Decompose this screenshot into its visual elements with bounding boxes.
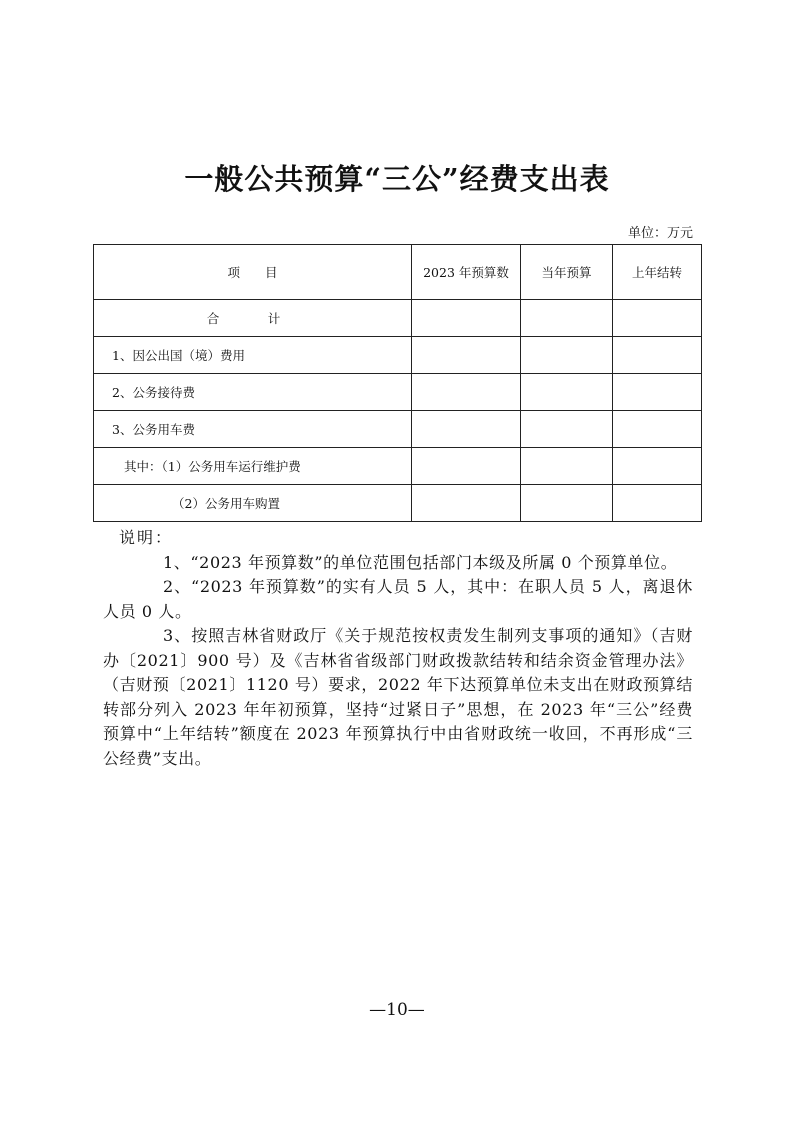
table-header-row: [94, 245, 702, 300]
table-row-total: [94, 300, 702, 337]
header-current-budget: 当年预算: [521, 245, 613, 300]
table-row: [94, 485, 702, 522]
page-number: —10—: [369, 1000, 425, 1020]
cell: [521, 448, 613, 485]
cell: [412, 337, 521, 374]
row-label: 3、公务用车费: [94, 411, 412, 448]
cell: [521, 337, 613, 374]
cell: [412, 374, 521, 411]
cell: [613, 374, 702, 411]
cell: [613, 448, 702, 485]
row-label: （2）公务用车购置: [94, 485, 412, 522]
cell: [521, 374, 613, 411]
row-label: 合 计: [94, 300, 412, 337]
table-row: [94, 448, 702, 485]
cell: [613, 411, 702, 448]
header-2023-budget: 2023 年预算数: [412, 245, 521, 300]
cell: [613, 485, 702, 522]
notes-heading: 说明：: [119, 528, 174, 547]
cell: [613, 337, 702, 374]
note-item-3: 3、按照吉林省财政厅《关于规范按权责发生制列支事项的通知》（吉财办〔2021〕900 号）及《吉林省省级部门财政拨款结转和结余资金管理办法》（吉财预〔2021〕1120 号）要求，2022 年下达预算单位未支出在财政预算结转部分列入 2023 年年初预算，坚持“过紧日子”思想，在 2023 年“三公”经费预算中“上年结转”额度在 2023 年预算执行中由省财政统一收回，不再形成“三公经费”支出。: [103, 626, 693, 768]
row-label: 2、公务接待费: [94, 374, 412, 411]
cell: [412, 300, 521, 337]
row-label: 其中：（1）公务用车运行维护费: [94, 448, 412, 485]
row-label: 1、因公出国（境）费用: [94, 337, 412, 374]
notes-section: [103, 526, 693, 771]
table-row: [94, 337, 702, 374]
cell: [412, 411, 521, 448]
document-title: 一般公共预算“三公”经费支出表: [184, 162, 610, 196]
cell: [521, 300, 613, 337]
header-prior-carryover: 上年结转: [613, 245, 702, 300]
cell: [521, 411, 613, 448]
cell: [412, 485, 521, 522]
cell: [521, 485, 613, 522]
budget-table: [93, 244, 702, 522]
table-row: [94, 411, 702, 448]
cell: [613, 300, 702, 337]
note-item-1: 1、“2023 年预算数”的单位范围包括部门本级及所属 0 个预算单位。: [163, 552, 678, 572]
cell: [412, 448, 521, 485]
table-row: [94, 374, 702, 411]
header-item: 项 目: [94, 245, 412, 300]
unit-label: 单位：万元: [627, 226, 693, 241]
note-item-2: 2、“2023 年预算数”的实有人员 5 人，其中：在职人员 5 人，离退休人员 0 人。: [103, 577, 693, 621]
